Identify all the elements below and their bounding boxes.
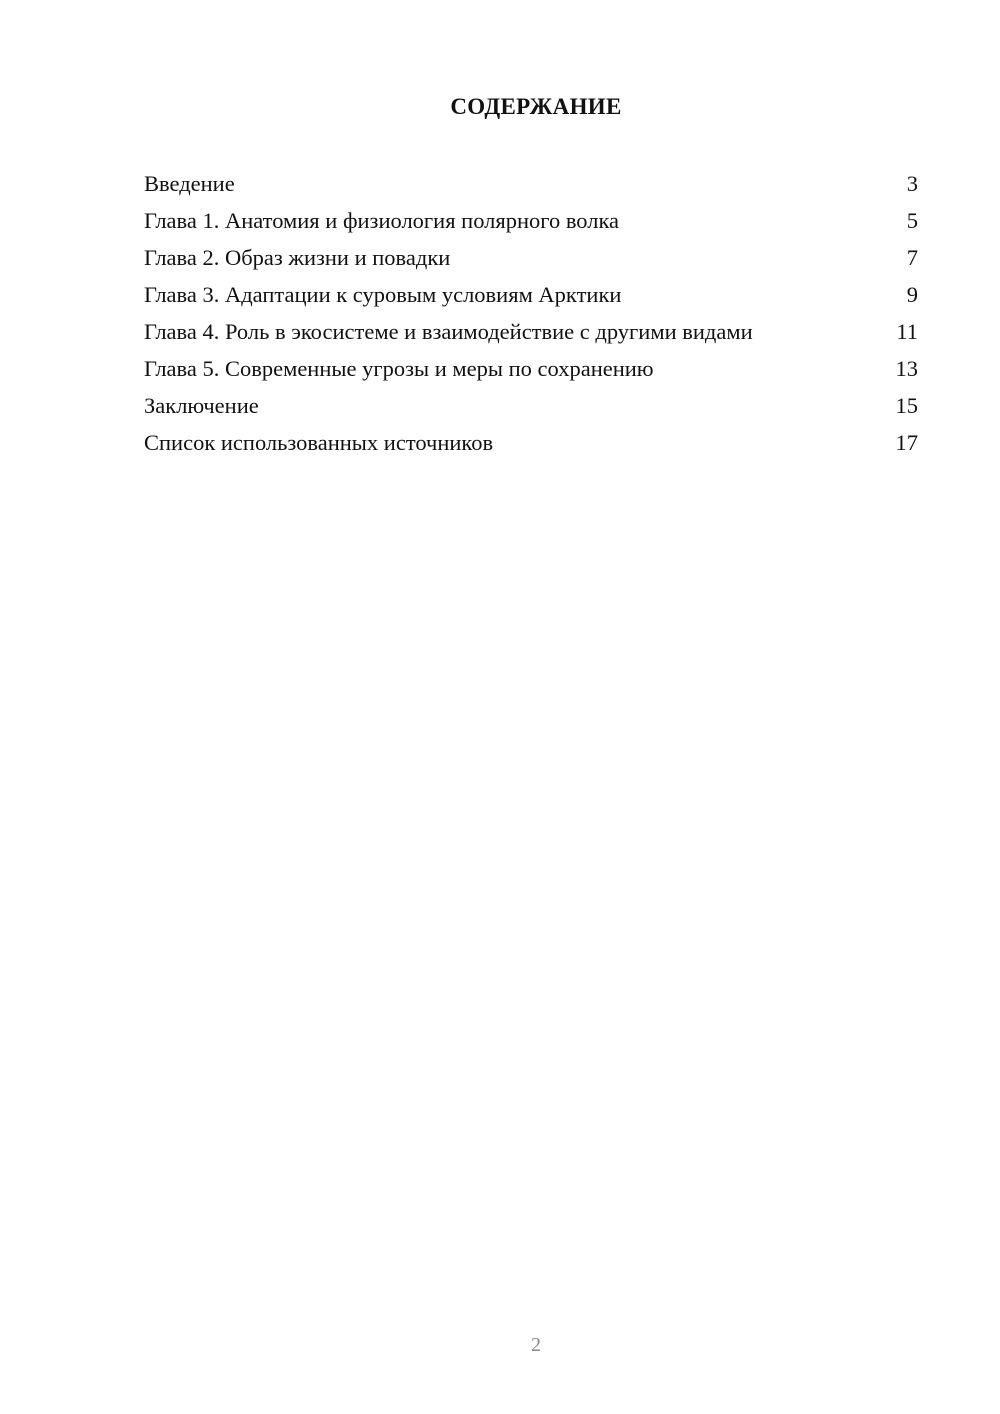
toc-entry-label: Введение — [144, 171, 235, 196]
toc-entry-chapter-5 — [144, 354, 918, 391]
toc-entry-label: Глава 5. Современные угрозы и меры по сохранению — [144, 356, 654, 381]
toc-entry-label: Глава 4. Роль в экосистеме и взаимодействие с другими видами — [144, 319, 753, 344]
toc-entry-page: 7 — [906, 245, 918, 270]
toc-entry-label: Глава 3. Адаптации к суровым условиям Арктики — [144, 282, 622, 307]
toc-entry-page: 13 — [895, 356, 918, 381]
toc-entry-conclusion — [144, 391, 918, 428]
toc-entry-chapter-1 — [144, 206, 918, 243]
toc-entry-label: Список использованных источников — [144, 430, 494, 455]
toc-entry-chapter-4 — [144, 317, 918, 354]
toc-entry-page: 3 — [906, 171, 918, 196]
toc-entry-references — [144, 428, 918, 465]
toc-entry-page: 9 — [906, 282, 918, 307]
toc-entry-label: Глава 1. Анатомия и физиология полярного волка — [144, 208, 620, 233]
toc-entry-label: Заключение — [144, 393, 259, 418]
toc-entry-introduction — [144, 169, 918, 206]
toc-entry-page: 15 — [895, 393, 918, 418]
table-of-contents — [144, 169, 918, 465]
toc-entry-label: Глава 2. Образ жизни и повадки — [144, 245, 451, 270]
toc-title: СОДЕРЖАНИЕ — [450, 94, 622, 119]
toc-entry-page: 17 — [895, 430, 918, 455]
toc-entry-chapter-3 — [144, 280, 918, 317]
page-number: 2 — [531, 1334, 541, 1356]
toc-entry-page: 5 — [906, 208, 918, 233]
toc-entry-page: 11 — [896, 319, 918, 344]
toc-entry-chapter-2 — [144, 243, 918, 280]
